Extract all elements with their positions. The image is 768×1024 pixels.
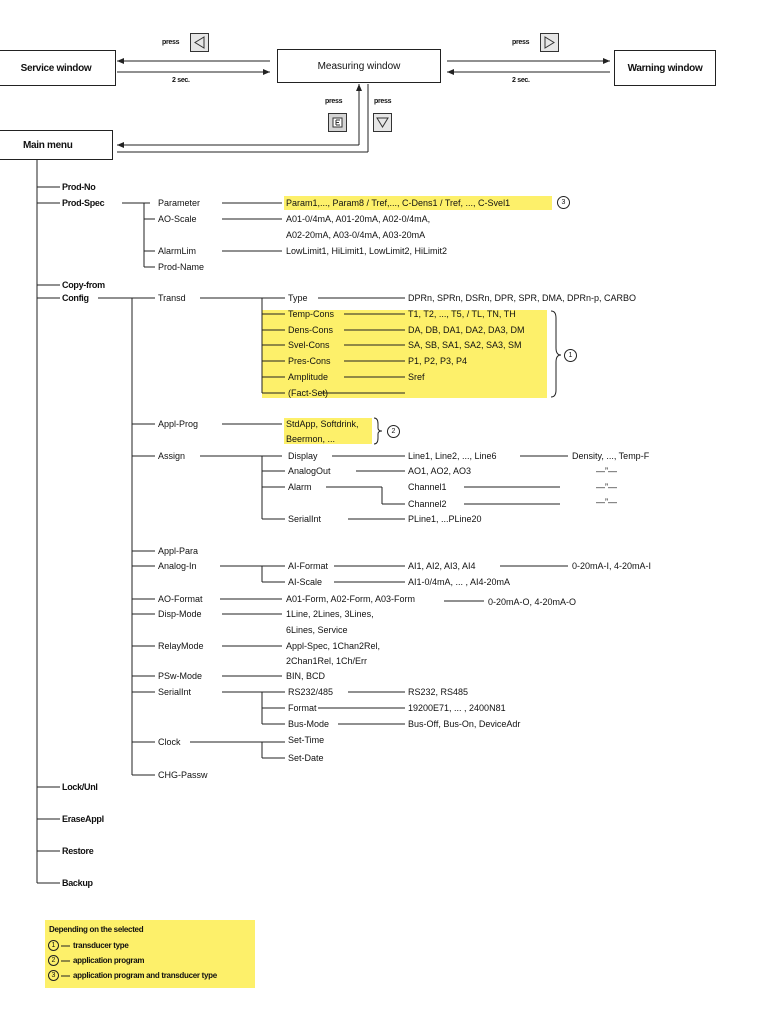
legend-box	[45, 920, 255, 988]
menu-chg-passw: CHG-Passw	[158, 770, 208, 780]
e-key-icon[interactable]	[328, 113, 347, 132]
legend-dashes	[45, 920, 75, 988]
menu-config: Config	[62, 293, 89, 303]
dens-cons-values: DA, DB, DA1, DA2, DA3, DM	[408, 325, 525, 335]
menu-type: Type	[288, 293, 308, 303]
footnote-mark-3: 3	[557, 196, 570, 209]
menu-fact-set: (Fact-Set)	[288, 388, 329, 398]
type-values: DPRn, SPRn, DSRn, DPR, SPR, DMA, DPRn-p, CARBO	[408, 293, 637, 303]
press-e-label: press	[325, 98, 343, 105]
menu-appl-para: Appl-Para	[158, 546, 199, 556]
legend-item-1: transducer type	[73, 941, 129, 950]
ao-format-values-2: 0-20mA-O, 4-20mA-O	[488, 597, 577, 607]
format-values: 19200E71, ... , 2400N81	[408, 703, 506, 713]
right-time-label: 2 sec.	[512, 77, 530, 84]
menu-pres-cons: Pres-Cons	[288, 356, 331, 366]
footnote-mark-1: 1	[564, 349, 577, 362]
legend-item-2: application program	[73, 956, 145, 965]
menu-appl-prog: Appl-Prog	[158, 419, 199, 429]
ao-scale-values-1: A01-0/4mA, A01-20mA, A02-0/4mA,	[286, 214, 431, 224]
menu-set-date: Set-Date	[288, 753, 324, 763]
legend-mark-1: 1	[48, 940, 59, 951]
menu-amplitude: Amplitude	[288, 372, 329, 382]
menu-format: Format	[288, 703, 317, 713]
menu-relay-mode: RelayMode	[158, 641, 204, 651]
disp-mode-values-2: 6Lines, Service	[286, 625, 348, 635]
relay-mode-values-1: Appl-Spec, 1Chan2Rel,	[286, 641, 381, 651]
menu-serial-int: SerialInt	[158, 687, 192, 697]
menu-assign: Assign	[158, 451, 186, 461]
disp-mode-values-1: 1Line, 2Lines, 3Lines,	[286, 609, 374, 619]
service-window-box: Service window	[0, 50, 116, 86]
menu-serial-int-assign: SerialInt	[288, 514, 322, 524]
menu-prod-no: Prod-No	[62, 182, 96, 192]
pres-cons-values: P1, P2, P3, P4	[408, 356, 468, 366]
ditto-channel2: —”—	[596, 497, 617, 507]
legend-title: Depending on the selected	[49, 925, 144, 934]
menu-prod-spec: Prod-Spec	[62, 198, 105, 208]
channel1-label: Channel1	[408, 482, 447, 492]
ditto-channel1: —”—	[596, 482, 617, 492]
legend-item-3: application program and transducer type	[73, 971, 217, 980]
warning-window-box: Warning window	[614, 50, 716, 86]
menu-erase-appl: EraseAppl	[62, 814, 104, 824]
left-arrow-icon[interactable]	[190, 33, 209, 52]
appl-prog-values-2: Beermon, ...	[286, 434, 336, 444]
menu-lock-unl: Lock/Unl	[62, 782, 98, 792]
menu-disp-mode: Disp-Mode	[158, 609, 202, 619]
menu-bus-mode: Bus-Mode	[288, 719, 330, 729]
display-values-2: Density, ..., Temp-F	[572, 451, 650, 461]
legend-mark-3: 3	[48, 970, 59, 981]
menu-ao-scale: AO-Scale	[158, 214, 197, 224]
right-arrow-icon[interactable]	[540, 33, 559, 52]
menu-dens-cons: Dens-Cons	[288, 325, 334, 335]
menu-ao-format: AO-Format	[158, 594, 203, 604]
menu-restore: Restore	[62, 846, 94, 856]
ai-scale-values: AI1-0/4mA, ... , AI4-20mA	[408, 577, 511, 587]
menu-set-time: Set-Time	[288, 735, 325, 745]
ditto-analog-out: —”—	[596, 466, 617, 476]
psw-mode-values: BIN, BCD	[286, 671, 326, 681]
menu-display: Display	[288, 451, 318, 461]
menu-clock: Clock	[158, 737, 181, 747]
menu-alarm-lim: AlarmLim	[158, 246, 197, 256]
menu-ai-scale: AI-Scale	[288, 577, 323, 587]
press-left-label: press	[162, 39, 180, 46]
down-arrow-icon[interactable]	[373, 113, 392, 132]
alarm-lim-values: LowLimit1, HiLimit1, LowLimit2, HiLimit2	[286, 246, 448, 256]
menu-alarm: Alarm	[288, 482, 312, 492]
menu-temp-cons: Temp-Cons	[288, 309, 335, 319]
legend-mark-2: 2	[48, 955, 59, 966]
menu-analog-in: Analog-In	[158, 561, 197, 571]
menu-ai-format: AI-Format	[288, 561, 329, 571]
menu-svel-cons: Svel-Cons	[288, 340, 330, 350]
amplitude-values: Sref	[408, 372, 425, 382]
ai-format-values: AI1, AI2, AI3, AI4	[408, 561, 476, 571]
measuring-window-box: Measuring window	[277, 49, 441, 83]
channel2-label: Channel2	[408, 499, 447, 509]
parameter-values: Param1,..., Param8 / Tref,..., C-Dens1 / Tref, ..., C-Svel1	[286, 198, 511, 208]
press-down-label: press	[374, 98, 392, 105]
svel-cons-values: SA, SB, SA1, SA2, SA3, SM	[408, 340, 522, 350]
footnote-mark-2: 2	[387, 425, 400, 438]
rs232-values: RS232, RS485	[408, 687, 469, 697]
analog-out-values: AO1, AO2, AO3	[408, 466, 472, 476]
ao-format-values: A01-Form, A02-Form, A03-Form	[286, 594, 416, 604]
ao-scale-values-2: A02-20mA, A03-0/4mA, A03-20mA	[286, 230, 426, 240]
temp-cons-values: T1, T2, ..., T5, / TL, TN, TH	[408, 309, 516, 319]
bus-mode-values: Bus-Off, Bus-On, DeviceAdr	[408, 719, 521, 729]
main-menu-box: Main menu	[0, 130, 113, 160]
menu-analog-out: AnalogOut	[288, 466, 331, 476]
ai-format-values-2: 0-20mA-I, 4-20mA-I	[572, 561, 652, 571]
relay-mode-values-2: 2Chan1Rel, 1Ch/Err	[286, 656, 368, 666]
menu-copy-from: Copy-from	[62, 280, 105, 290]
menu-backup: Backup	[62, 878, 93, 888]
menu-transd: Transd	[158, 293, 186, 303]
left-time-label: 2 sec.	[172, 77, 190, 84]
menu-parameter: Parameter	[158, 198, 201, 208]
menu-psw-mode: PSw-Mode	[158, 671, 203, 681]
menu-rs232: RS232/485	[288, 687, 334, 697]
press-right-label: press	[512, 39, 530, 46]
appl-prog-values-1: StdApp, Softdrink,	[286, 419, 359, 429]
display-values: Line1, Line2, ..., Line6	[408, 451, 497, 461]
menu-prod-name: Prod-Name	[158, 262, 205, 272]
serial-int-assign-values: PLine1, ...PLine20	[408, 514, 482, 524]
